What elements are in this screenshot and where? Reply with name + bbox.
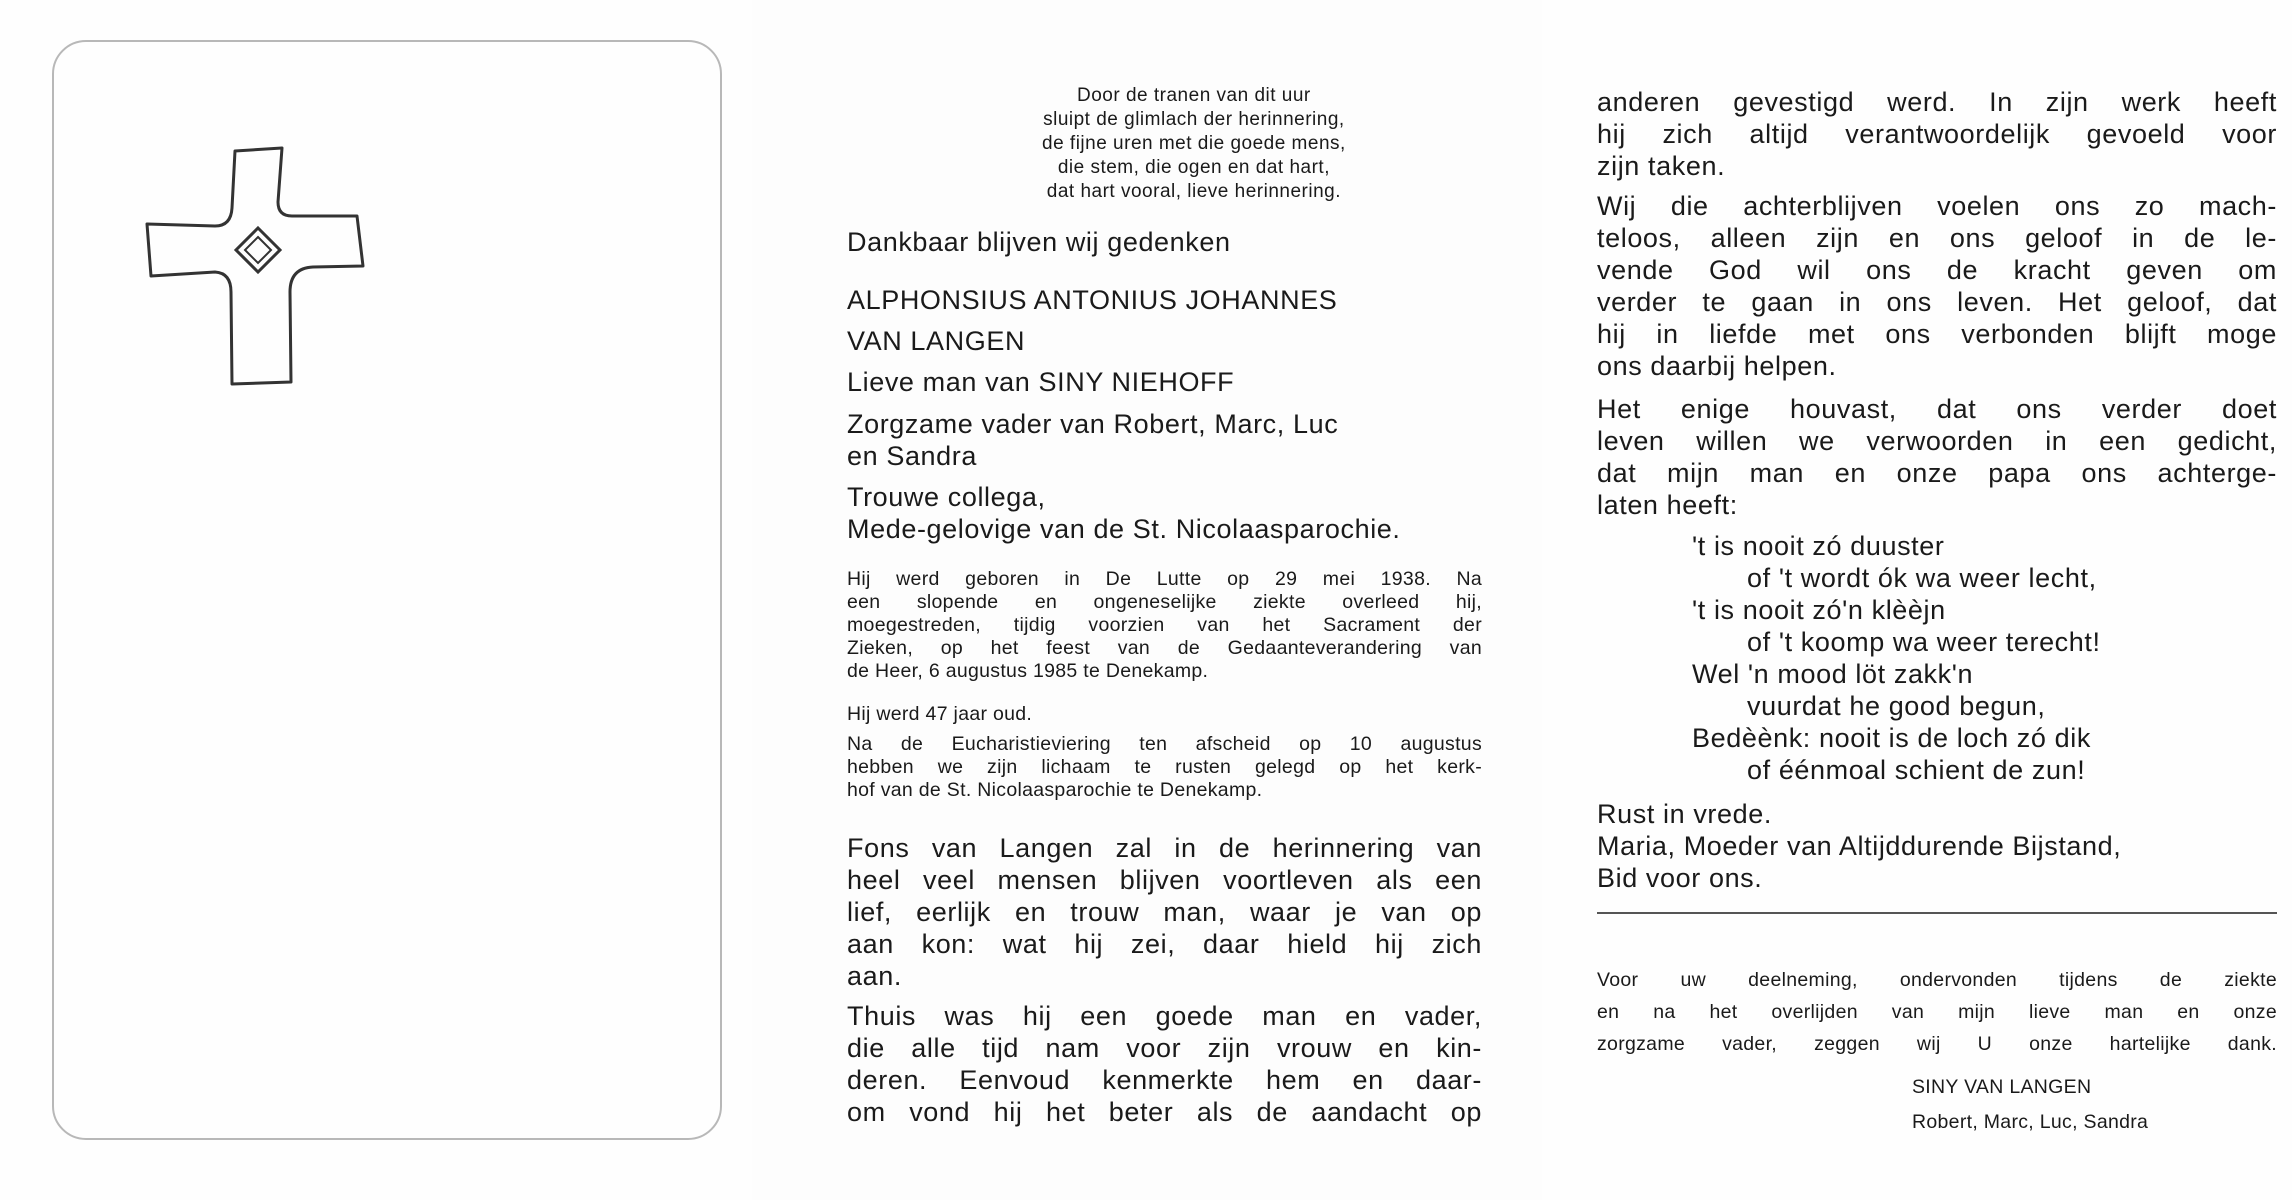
text-line: heel veel mensen blijven voortleven als een: [847, 865, 1482, 895]
poem-line: de fijne uren met die goede mens,: [1042, 133, 1346, 154]
intro-text: Dankbaar blijven wij gedenken: [847, 227, 1231, 257]
poem-line: of éénmoal schient de zun!: [1747, 755, 2086, 785]
deceased-name-line1: ALPHONSIUS ANTONIUS JOHANNES: [847, 285, 1338, 315]
poem-line: Door de tranen van dit uur: [1077, 85, 1311, 106]
card-text-panel-right: [1542, 0, 2292, 1200]
poem-line: sluipt de glimlach der herinnering,: [1043, 109, 1345, 130]
colleague-line: Trouwe collega,: [847, 482, 1046, 512]
card-text-panel-middle: [752, 0, 1542, 1200]
text-line: aan kon: wat hij zei, daar hield hij zich: [847, 929, 1482, 959]
children-names: Robert, Marc, Luc, Sandra: [1912, 1111, 2149, 1133]
spouse-line: Lieve man van SINY NIEHOFF: [847, 367, 1235, 397]
poem-line: Wel 'n mood löt zakk'n: [1692, 659, 1974, 689]
divider-line: [1597, 912, 2277, 914]
closing-prayer: [1597, 798, 2277, 894]
poem-line: dat hart vooral, lieve herinnering.: [1046, 181, 1341, 202]
text-line: laten heeft:: [1597, 490, 1738, 520]
text-line: Zieken, op het feest van de Gedaanteverandering van: [847, 637, 1482, 659]
text-line: Het enige houvast, dat ons verder doet: [1597, 394, 2277, 424]
poem-intro-paragraph: [1597, 393, 2277, 521]
text-line: een slopende en ongeneselijke ziekte overleed hij,: [847, 591, 1482, 613]
poem-line: of 't koomp wa weer terecht!: [1747, 627, 2101, 657]
poem-line: vuurdat he good begun,: [1747, 691, 2046, 721]
text-line: zorgzame vader, zeggen wij U onze hartelijke dank.: [1597, 1033, 2277, 1055]
father-line2: en Sandra: [847, 441, 977, 471]
poem-line: of 't wordt ók wa weer lecht,: [1747, 563, 2097, 593]
text-line: aan.: [847, 961, 902, 991]
home-paragraph: [847, 1000, 1482, 1128]
text-line: en na het overlijden van mijn lieve man en onze: [1597, 1001, 2277, 1023]
text-line: Fons van Langen zal in de herinnering van: [847, 833, 1482, 863]
funeral-paragraph: [847, 733, 1482, 802]
text-line: Rust in vrede.: [1597, 799, 1772, 829]
text-line: ons daarbij helpen.: [1597, 351, 1837, 381]
card-front-panel: [0, 0, 752, 1200]
text-line: die alle tijd nam voor zijn vrouw en kin-: [847, 1033, 1482, 1063]
text-line: hij in liefde met ons verbonden blijft moge: [1597, 319, 2277, 349]
text-line: leven willen we verwoorden in een gedicht,: [1597, 426, 2277, 456]
text-line: Hij werd geboren in De Lutte op 29 mei 1938. Na: [847, 568, 1482, 590]
text-line: dat mijn man en onze papa ons achterge-: [1597, 458, 2277, 488]
text-line: zijn taken.: [1597, 151, 1726, 181]
text-line: hij zich altijd verantwoordelijk gevoeld voor: [1597, 119, 2277, 149]
text-line: moegestreden, tijdig voorzien van het Sacrament der: [847, 614, 1482, 636]
text-line: Thuis was hij een goede man en vader,: [847, 1001, 1482, 1031]
text-line: de Heer, 6 augustus 1985 te Denekamp.: [847, 660, 1209, 682]
left-behind-paragraph: [1597, 190, 2277, 382]
text-line: Wij die achterblijven voelen ons zo mach-: [1597, 191, 2277, 221]
text-line: Voor uw deelneming, ondervonden tijdens de ziekte: [1597, 969, 2277, 991]
thanks-paragraph: [1597, 964, 2277, 1060]
parish-line: Mede-gelovige van de St. Nicolaasparochie.: [847, 514, 1401, 544]
text-line: anderen gevestigd werd. In zijn werk heeft: [1597, 87, 2277, 117]
text-line: deren. Eenvoud kenmerkte hem en daar-: [847, 1065, 1482, 1095]
opening-poem: [1042, 84, 1346, 204]
text-line: teloos, alleen zijn en ons geloof in de le-: [1597, 223, 2277, 253]
text-line: vende God wil ons de kracht geven om: [1597, 255, 2277, 285]
memory-paragraph: [847, 832, 1482, 992]
poem-line: 't is nooit zó'n klèèjn: [1692, 595, 1946, 625]
text-line: om vond hij het beter als de aandacht op: [847, 1097, 1482, 1127]
work-paragraph: [1597, 86, 2277, 182]
text-line: hebben we zijn lichaam te rusten gelegd op het kerk-: [847, 756, 1482, 778]
cross-icon: [145, 146, 370, 386]
text-line: verder te gaan in ons leven. Het geloof, dat: [1597, 287, 2277, 317]
poem-line: 't is nooit zó duuster: [1692, 531, 1945, 561]
father-line1: Zorgzame vader van Robert, Marc, Luc: [847, 409, 1339, 439]
poem-line: Bedèènk: nooit is de loch zó dik: [1692, 723, 2091, 753]
deceased-name-line2: VAN LANGEN: [847, 326, 1026, 356]
text-line: lief, eerlijk en trouw man, waar je van op: [847, 897, 1482, 927]
poem-line: die stem, die ogen en dat hart,: [1057, 157, 1330, 178]
text-line: Bid voor ons.: [1597, 863, 1763, 893]
age-line: Hij werd 47 jaar oud.: [847, 703, 1033, 725]
birth-paragraph: [847, 568, 1482, 683]
text-line: hof van de St. Nicolaasparochie te Denekamp.: [847, 779, 1263, 801]
signature: SINY VAN LANGEN: [1912, 1076, 2092, 1098]
text-line: Na de Eucharistieviering ten afscheid op 10 augustus: [847, 733, 1482, 755]
text-line: Maria, Moeder van Altijddurende Bijstand,: [1597, 831, 2122, 861]
